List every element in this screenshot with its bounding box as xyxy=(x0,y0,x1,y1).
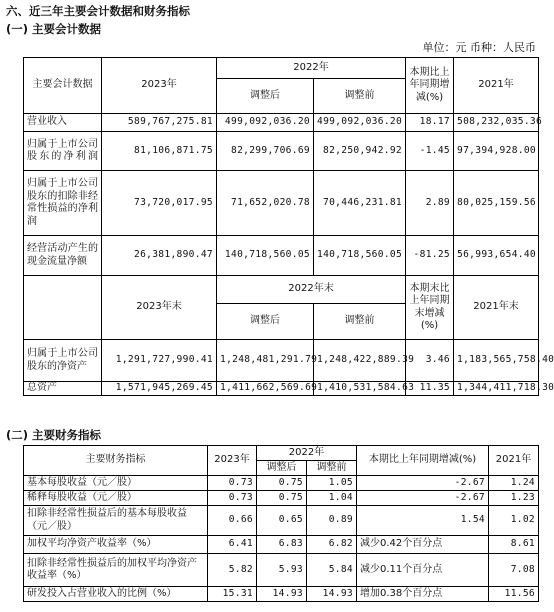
table-row xyxy=(24,476,539,491)
cell-2021: 1,183,565,758.40 xyxy=(454,340,539,382)
cell-2023: 5.82 xyxy=(208,554,257,587)
header-change: 本期比上年同期增减(%) xyxy=(357,446,489,476)
cell-2021: 8.61 xyxy=(489,536,539,554)
cell-before: 70,446,231.81 xyxy=(314,171,406,236)
table-row xyxy=(24,587,539,602)
header-2021: 2021年 xyxy=(489,446,539,476)
cell-2021: 56,993,654.40 xyxy=(454,236,539,276)
header-adjusted: 调整后 xyxy=(257,461,307,476)
header-change-end: 本期末比上年同期末增减(%) xyxy=(406,276,454,340)
cell-change: -2.67 xyxy=(357,491,489,506)
cell-2023: 26,381,890.47 xyxy=(102,236,217,276)
cell-change: 1.54 xyxy=(357,506,489,536)
subsection-heading-financial-indicators: (二) 主要财务指标 xyxy=(6,428,102,442)
cell-change: 增加0.38个百分点 xyxy=(357,587,489,602)
table-row xyxy=(24,132,539,171)
cell-adjusted: 5.93 xyxy=(257,554,307,587)
row-label: 加权平均净资产收益率（%） xyxy=(24,536,208,554)
cell-change: 11.35 xyxy=(406,382,454,396)
row-label: 基本每股收益（元／股） xyxy=(24,476,208,491)
header-2023: 2023年 xyxy=(208,446,257,476)
cell-2023: 0.73 xyxy=(208,491,257,506)
cell-adjusted: 14.93 xyxy=(257,587,307,602)
cell-before: 1,248,422,889.39 xyxy=(314,340,406,382)
cell-change: -1.45 xyxy=(406,132,454,171)
header-2021: 2021年 xyxy=(454,58,539,114)
cell-before: 1.04 xyxy=(307,491,357,506)
table-row xyxy=(24,536,539,554)
cell-change: 18.17 xyxy=(406,114,454,132)
cell-adjusted: 71,652,020.78 xyxy=(217,171,314,236)
cell-2021: 7.08 xyxy=(489,554,539,587)
cell-before: 14.93 xyxy=(307,587,357,602)
header-2022-end: 2022年末 xyxy=(217,276,406,304)
cell-2023: 589,767,275.81 xyxy=(102,114,217,132)
cell-adjusted: 499,092,036.20 xyxy=(217,114,314,132)
cell-before: 82,250,942.92 xyxy=(314,132,406,171)
cell-2021: 80,025,159.56 xyxy=(454,171,539,236)
row-label: 归属于上市公司股东的净资产 xyxy=(24,340,102,382)
table-row xyxy=(24,171,539,236)
row-label: 扣除非经常性损益后的基本每股收益（元／股） xyxy=(24,506,208,536)
cell-2021: 508,232,035.36 xyxy=(454,114,539,132)
cell-adjusted: 140,718,560.05 xyxy=(217,236,314,276)
row-label: 扣除非经常性损益后的加权平均净资产收益率（%） xyxy=(24,554,208,587)
cell-adjusted: 82,299,706.69 xyxy=(217,132,314,171)
cell-2023: 1,571,945,269.45 xyxy=(102,382,217,396)
table-row xyxy=(24,382,539,396)
row-label: 总资产 xyxy=(24,382,102,396)
cell-2023: 1,291,727,990.41 xyxy=(102,340,217,382)
table-row xyxy=(24,506,539,536)
cell-change: 2.89 xyxy=(406,171,454,236)
section-heading: 六、近三年主要会计数据和财务指标 xyxy=(6,4,190,18)
cell-adjusted: 1,248,481,291.79 xyxy=(217,340,314,382)
cell-2021: 1.24 xyxy=(489,476,539,491)
financial-indicators-table xyxy=(23,445,539,602)
row-label: 稀释每股收益（元／股） xyxy=(24,491,208,506)
cell-change: 减少0.42个百分点 xyxy=(357,536,489,554)
cell-2023: 0.73 xyxy=(208,476,257,491)
header-change: 本期比上年同期增减(%) xyxy=(406,58,454,114)
cell-2023: 81,106,871.75 xyxy=(102,132,217,171)
header-before: 调整前 xyxy=(314,79,406,114)
cell-change: 3.46 xyxy=(406,340,454,382)
row-label: 营业收入 xyxy=(24,114,102,132)
cell-change: -81.25 xyxy=(406,236,454,276)
cell-before: 499,092,036.20 xyxy=(314,114,406,132)
cell-2021: 1.02 xyxy=(489,506,539,536)
header-item: 主要会计数据 xyxy=(24,58,102,114)
cell-before: 1.05 xyxy=(307,476,357,491)
cell-adjusted: 6.83 xyxy=(257,536,307,554)
cell-2023: 15.31 xyxy=(208,587,257,602)
header-2022: 2022年 xyxy=(257,446,357,461)
cell-adjusted: 0.75 xyxy=(257,476,307,491)
unit-currency-note: 单位：元 币种：人民币 xyxy=(422,41,536,54)
row-label: 归属于上市公司股东的扣除非经常性损益的净利润 xyxy=(24,171,102,236)
cell-adjusted: 1,411,662,569.69 xyxy=(217,382,314,396)
table-row xyxy=(24,340,539,382)
header-2022: 2022年 xyxy=(217,58,406,79)
cell-before: 5.84 xyxy=(307,554,357,587)
row-label: 经营活动产生的现金流量净额 xyxy=(24,236,102,276)
header-adjusted-end: 调整后 xyxy=(217,304,314,340)
header-2021-end: 2021年末 xyxy=(454,276,539,340)
cell-before: 1,410,531,584.63 xyxy=(314,382,406,396)
row-label: 归属于上市公司股东的净利润 xyxy=(24,132,102,171)
header-2023-end: 2023年末 xyxy=(102,276,217,340)
header-before: 调整前 xyxy=(307,461,357,476)
cell-2021: 11.56 xyxy=(489,587,539,602)
cell-2021: 1,344,411,718.30 xyxy=(454,382,539,396)
table-row xyxy=(24,554,539,587)
cell-2021: 97,394,928.00 xyxy=(454,132,539,171)
cell-before: 0.89 xyxy=(307,506,357,536)
header-item: 主要财务指标 xyxy=(24,446,208,476)
header-2023: 2023年 xyxy=(102,58,217,114)
table-row xyxy=(24,114,539,132)
cell-before: 6.82 xyxy=(307,536,357,554)
cell-2023: 73,720,017.95 xyxy=(102,171,217,236)
header-adjusted: 调整后 xyxy=(217,79,314,114)
table-row xyxy=(24,491,539,506)
cell-change: -2.67 xyxy=(357,476,489,491)
accounting-data-table xyxy=(23,57,554,396)
subsection-heading-accounting-data: (一) 主要会计数据 xyxy=(6,22,102,36)
row-label: 研发投入占营业收入的比例（%） xyxy=(24,587,208,602)
cell-adjusted: 0.75 xyxy=(257,491,307,506)
cell-2023: 6.41 xyxy=(208,536,257,554)
cell-before: 140,718,560.05 xyxy=(314,236,406,276)
table-row xyxy=(24,236,539,276)
header-before-end: 调整前 xyxy=(314,304,406,340)
cell-2023: 0.66 xyxy=(208,506,257,536)
header-item-blank xyxy=(24,276,102,340)
cell-2021: 1.23 xyxy=(489,491,539,506)
cell-adjusted: 0.65 xyxy=(257,506,307,536)
cell-change: 减少0.11个百分点 xyxy=(357,554,489,587)
